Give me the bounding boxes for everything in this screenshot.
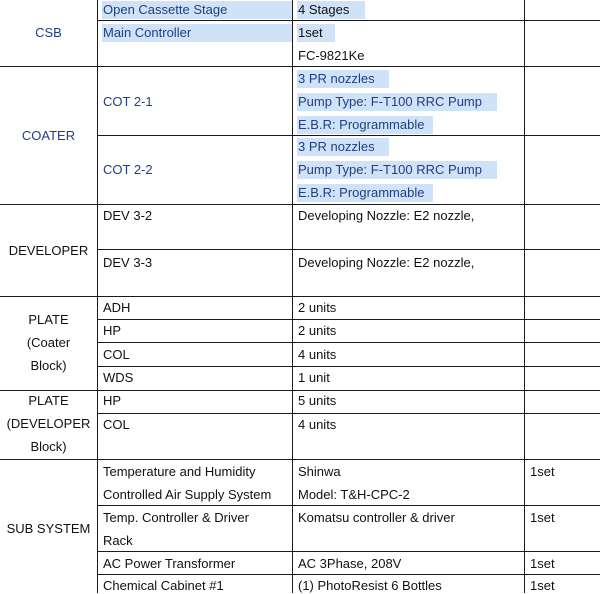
spec-temp-controller: Komatsu controller & driver: [298, 510, 455, 525]
item-open-cassette-stage: Open Cassette Stage: [103, 2, 228, 17]
spec-air-supply-line: Model: T&H-CPC-2: [298, 487, 410, 502]
spec-air-supply-line: Shinwa: [298, 464, 341, 479]
grid-line: [97, 366, 600, 367]
spec-chemical-cabinet: (1) PhotoResist 6 Bottles: [298, 578, 442, 593]
category-sub-system: SUB SYSTEM: [6, 521, 91, 536]
item-col: COL: [103, 347, 130, 362]
item-temp-controller-line: Temp. Controller & Driver: [103, 510, 249, 525]
grid-line: [0, 204, 600, 205]
spec-hp: 2 units: [298, 323, 337, 338]
grid-line: [97, 249, 600, 250]
spec-cot-2-1-line: E.B.R: Programmable: [298, 117, 425, 132]
spec-dev-3-2: Developing Nozzle: E2 nozzle,: [298, 208, 475, 223]
grid-line: [0, 459, 600, 460]
grid-line: [97, 551, 600, 552]
item-cot-2-2: COT 2-2: [103, 162, 153, 177]
category-plate-coater-line: Block): [30, 358, 67, 373]
item-main-controller: Main Controller: [103, 25, 192, 40]
grid-line: [97, 574, 600, 575]
item-adh: ADH: [103, 300, 131, 315]
item-wds: WDS: [103, 370, 134, 385]
grid-line: [97, 505, 600, 506]
category-plate-coater-line: (Coater: [26, 335, 71, 350]
item-dev-3-3: DEV 3-3: [103, 255, 153, 270]
grid-line: [97, 413, 600, 414]
spec-main-controller-line: FC-9821Ke: [298, 48, 365, 63]
qty-temp-controller: 1set: [530, 510, 555, 525]
spec-col: 4 units: [298, 347, 337, 362]
spec-open-cassette-stage: 4 Stages: [298, 2, 350, 17]
grid-line: [97, 135, 600, 136]
grid-line: [97, 20, 600, 21]
grid-line: [0, 296, 600, 297]
spec-adh: 2 units: [298, 300, 337, 315]
category-csb: CSB: [35, 25, 62, 40]
item-hp: HP: [103, 323, 122, 338]
qty-air-supply: 1set: [530, 464, 555, 479]
item-air-supply-line: Temperature and Humidity: [103, 464, 256, 479]
grid-line: [97, 319, 600, 320]
item-cot-2-1: COT 2-1: [103, 94, 153, 109]
spec-cot-2-1-line: 3 PR nozzles: [298, 71, 375, 86]
spec-cot-2-2-line: E.B.R: Programmable: [298, 185, 425, 200]
category-plate-developer-line: Block): [30, 439, 67, 454]
spec-cot-2-2-line: Pump Type: F-T100 RRC Pump: [298, 162, 482, 177]
item-ac-transformer: AC Power Transformer: [103, 556, 236, 571]
spec-col-dev: 4 units: [298, 417, 337, 432]
category-plate-developer-line: PLATE: [28, 393, 69, 408]
item-chemical-cabinet: Chemical Cabinet #1: [103, 578, 224, 593]
item-air-supply-line: Controlled Air Supply System: [103, 487, 272, 502]
spec-cot-2-1-line: Pump Type: F-T100 RRC Pump: [298, 94, 482, 109]
grid-line: [0, 66, 600, 67]
spec-wds: 1 unit: [298, 370, 330, 385]
grid-line: [97, 342, 600, 343]
item-dev-3-2: DEV 3-2: [103, 208, 153, 223]
qty-ac-transformer: 1set: [530, 556, 555, 571]
qty-chemical-cabinet: 1set: [530, 578, 555, 593]
spec-main-controller-line: 1set: [298, 25, 323, 40]
category-plate-developer-line: (DEVELOPER: [6, 416, 91, 431]
category-developer: DEVELOPER: [8, 243, 89, 258]
spec-hp-dev: 5 units: [298, 393, 337, 408]
spec-cot-2-2-line: 3 PR nozzles: [298, 139, 375, 154]
category-coater: COATER: [21, 128, 76, 143]
spec-dev-3-3: Developing Nozzle: E2 nozzle,: [298, 255, 475, 270]
grid-line: [0, 390, 600, 391]
item-temp-controller-line: Rack: [103, 533, 133, 548]
item-hp-dev: HP: [103, 393, 122, 408]
spec-ac-transformer: AC 3Phase, 208V: [298, 556, 402, 571]
item-col-dev: COL: [103, 417, 130, 432]
category-plate-coater-line: PLATE: [28, 312, 69, 327]
